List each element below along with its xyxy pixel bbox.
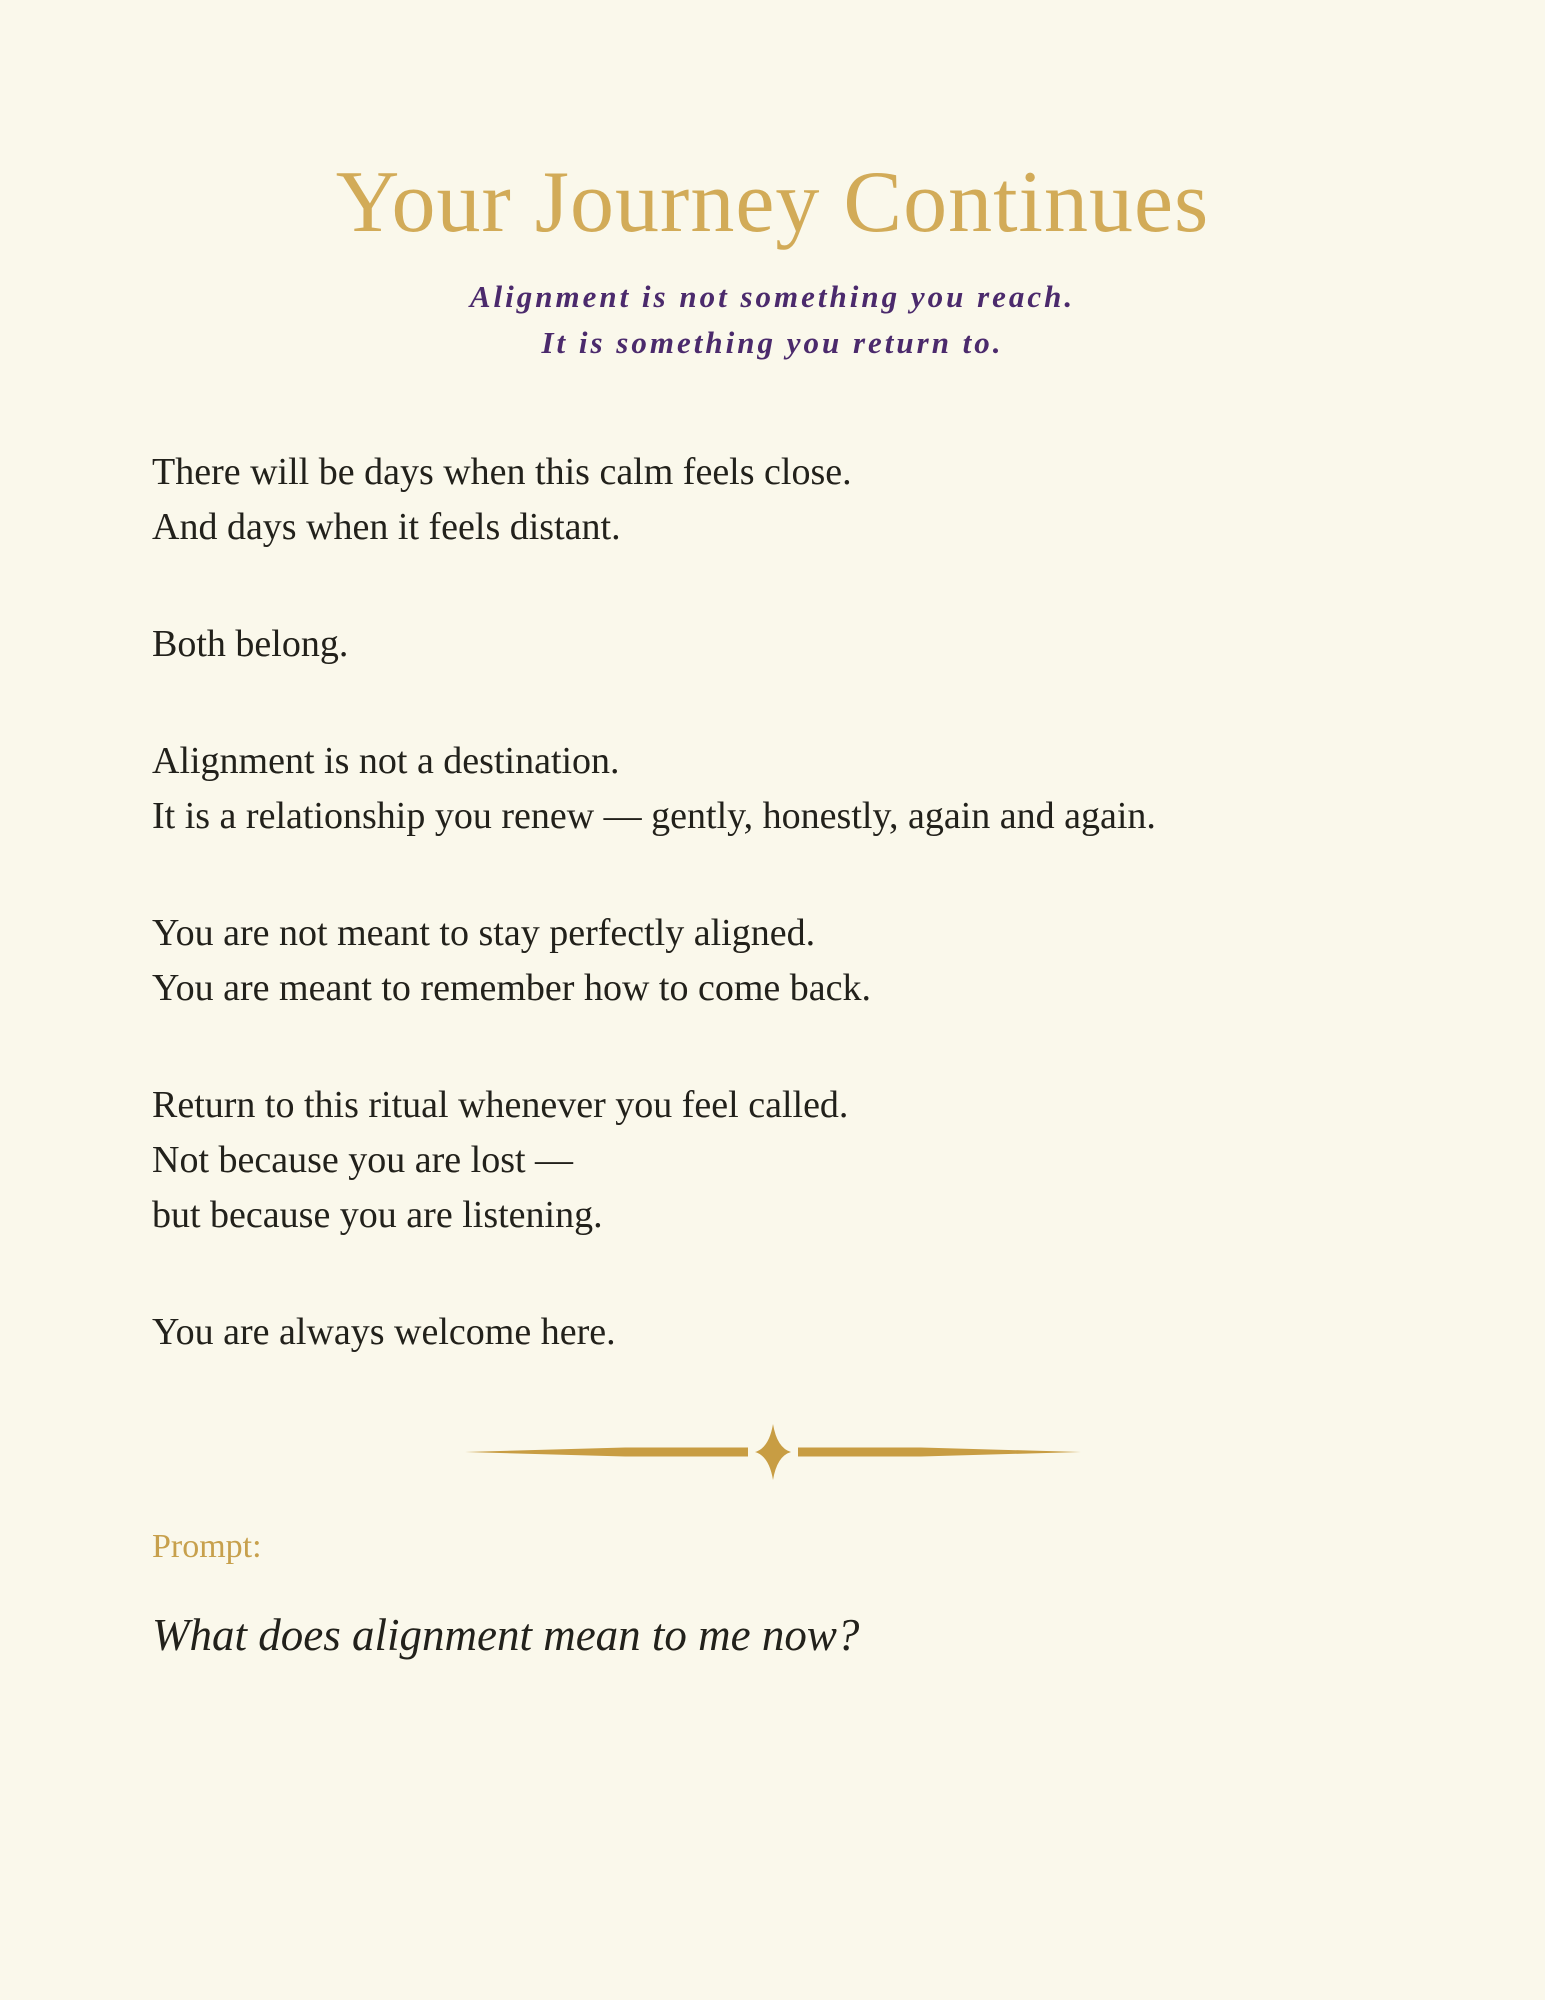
sparkle-icon [755, 1424, 791, 1480]
paragraph [152, 617, 1425, 672]
divider-line-right [798, 1447, 1081, 1456]
body-line: but because you are listening. [152, 1193, 603, 1236]
paragraph [152, 734, 1425, 844]
body-line: Alignment is not a destination. [152, 739, 620, 782]
body-line: It is a relationship you renew — gently, honestly, again and again. [152, 794, 1156, 837]
divider-graphic [465, 1422, 1081, 1482]
paragraph [152, 1078, 1425, 1243]
subtitle [0, 274, 1545, 367]
prompt-question: What does alignment mean to me now? [152, 1609, 860, 1660]
paragraph [152, 445, 1425, 555]
body-line: You are not meant to stay perfectly aligned. [152, 911, 816, 954]
body-line: There will be days when this calm feels close. [152, 450, 852, 493]
body-line: And days when it feels distant. [152, 505, 621, 548]
subtitle-line-1: Alignment is not something you reach. [469, 278, 1076, 314]
divider-line-left [465, 1447, 748, 1456]
page-title: Your Journey Continues [335, 154, 1210, 251]
prompt-label: Prompt: [152, 1527, 262, 1565]
divider [0, 1422, 1545, 1482]
body-line: Return to this ritual whenever you feel called. [152, 1083, 849, 1126]
body-line: Both belong. [152, 622, 349, 665]
body-line: Not because you are lost — [152, 1138, 574, 1181]
body-text [152, 445, 1425, 1360]
body-line: You are meant to remember how to come back. [152, 966, 871, 1009]
body-line: You are always welcome here. [152, 1310, 616, 1353]
paragraph [152, 906, 1425, 1016]
subtitle-line-2: It is something you return to. [541, 325, 1004, 361]
paragraph [152, 1305, 1425, 1360]
